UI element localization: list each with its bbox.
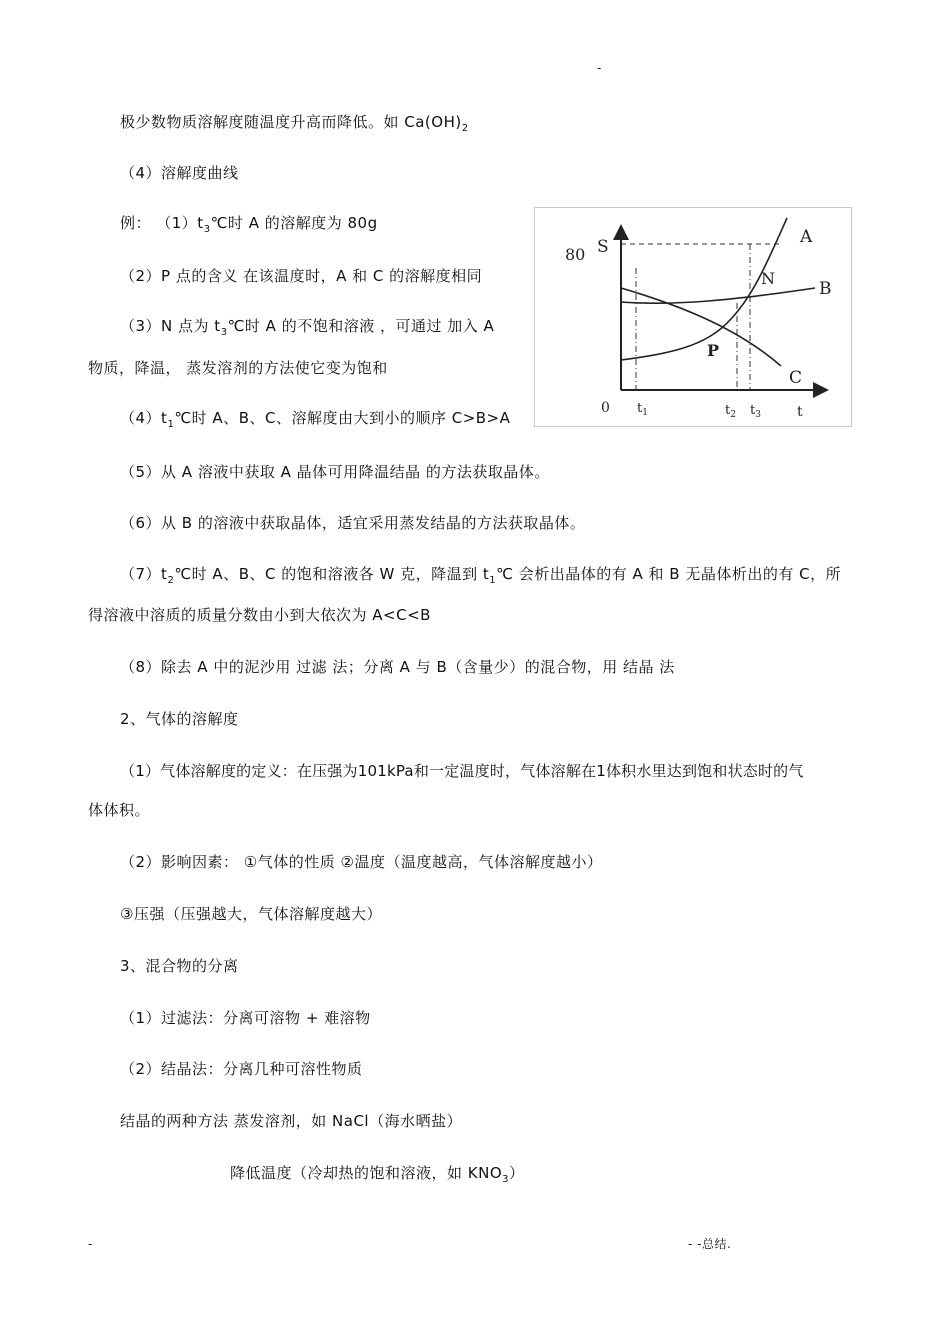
origin-label: 0 [601,400,610,416]
t2-label: $t_2$ [725,403,736,420]
text-line-19: （1）过滤法：分离可溶物 + 难溶物 [120,1009,371,1027]
text-line-7-a: （4）t [120,409,168,427]
footer-right: - -总结. [688,1237,732,1251]
text-line-2: （4）溶解度曲线 [120,164,239,182]
text-line-10-b: ℃时 A、B、C 的饱和溶液各 W 克，降温到 t [174,565,490,583]
t1-label: $t_1$ [637,401,648,418]
text-line-1-sub: 2 [461,123,469,134]
solubility-curve-figure [534,207,852,427]
text-line-3 [120,213,378,240]
text-line-14: （1）气体溶解度的定义：在压强为101kPa和一定温度时，气体溶解在1体积水里达到饱和状态时的气 [120,762,804,780]
curve-b [621,288,815,303]
curve-c-label: C [789,368,803,388]
text-line-17: ③压强（压强越大，气体溶解度越大） [120,905,382,923]
text-line-20: （2）结晶法：分离几种可溶性物质 [120,1060,363,1078]
header-mark: - [597,61,602,75]
text-line-3-sub: 3 [203,224,211,235]
text-line-10-c: ℃ 会析出晶体的有 A 和 B 无晶体析出的有 C，所 [496,565,842,583]
text-line-10-a: （7）t [120,565,168,583]
text-line-3-b: ℃时 A 的溶解度为 80g [210,214,378,232]
text-line-12: （8）除去 A 中的泥沙用 过滤 法；分离 A 与 B（含量少）的混合物，用 结晶 法 [120,658,675,676]
text-line-5-b: ℃时 A 的不饱和溶液 ，可通过 加入 A [227,317,495,335]
curve-a-label: A [800,227,813,247]
y-axis-label: S [597,237,609,257]
curve-c [621,288,781,366]
solubility-curve-svg [535,208,851,426]
text-line-10-sub1: 2 [167,575,175,586]
text-line-4: （2）P 点的含义 在该温度时，A 和 C 的溶解度相同 [120,267,483,285]
text-line-13: 2、气体的溶解度 [120,710,239,728]
text-line-5 [120,316,494,343]
point-n-label: N [761,269,775,288]
text-line-16: （2）影响因素： ①气体的性质 ②温度（温度越高，气体溶解度越小） [120,853,603,871]
text-line-5-a: （3）N 点为 t [120,317,221,335]
text-line-9: （6）从 B 的溶液中获取晶体，适宜采用蒸发结晶的方法获取晶体。 [120,514,586,532]
t3-label: $t_3$ [750,403,761,420]
x-axis-label: t [797,404,803,420]
text-line-7 [120,408,510,435]
text-line-8: （5）从 A 溶液中获取 A 晶体可用降温结晶 的方法获取晶体。 [120,463,550,481]
text-line-7-b: ℃时 A、B、C、溶解度由大到小的顺序 C>B>A [174,409,511,427]
y-tick-80: 80 [565,245,586,264]
text-line-22-sub: 3 [502,1174,510,1185]
text-line-22 [230,1163,525,1190]
text-line-18: 3、混合物的分离 [120,957,239,975]
text-line-21: 结晶的两种方法 蒸发溶剂，如 NaCl（海水晒盐） [120,1112,463,1130]
text-line-11: 得溶液中溶质的质量分数由小到大依次为 A<C<B [88,606,431,624]
text-line-1 [120,112,469,139]
text-line-5-sub: 3 [220,327,228,338]
text-line-7-sub: 1 [167,419,175,430]
text-line-10 [120,564,841,591]
footer-left: - [88,1237,93,1251]
text-line-22-b: ） [509,1164,525,1182]
text-line-22-a: 降低温度（冷却热的饱和溶液，如 KNO [230,1164,503,1182]
text-line-3-a: 例： （1）t [120,214,204,232]
text-line-15: 体体积。 [88,801,151,819]
curve-b-label: B [819,279,832,299]
text-line-10-sub2: 1 [489,575,497,586]
text-line-6: 物质，降温， 蒸发溶剂的方法使它变为饱和 [88,359,388,377]
text-line-1-main: 极少数物质溶解度随温度升高而降低。如 Ca(OH) [120,113,462,131]
curve-a [621,218,787,360]
point-p-label: P [707,341,720,360]
